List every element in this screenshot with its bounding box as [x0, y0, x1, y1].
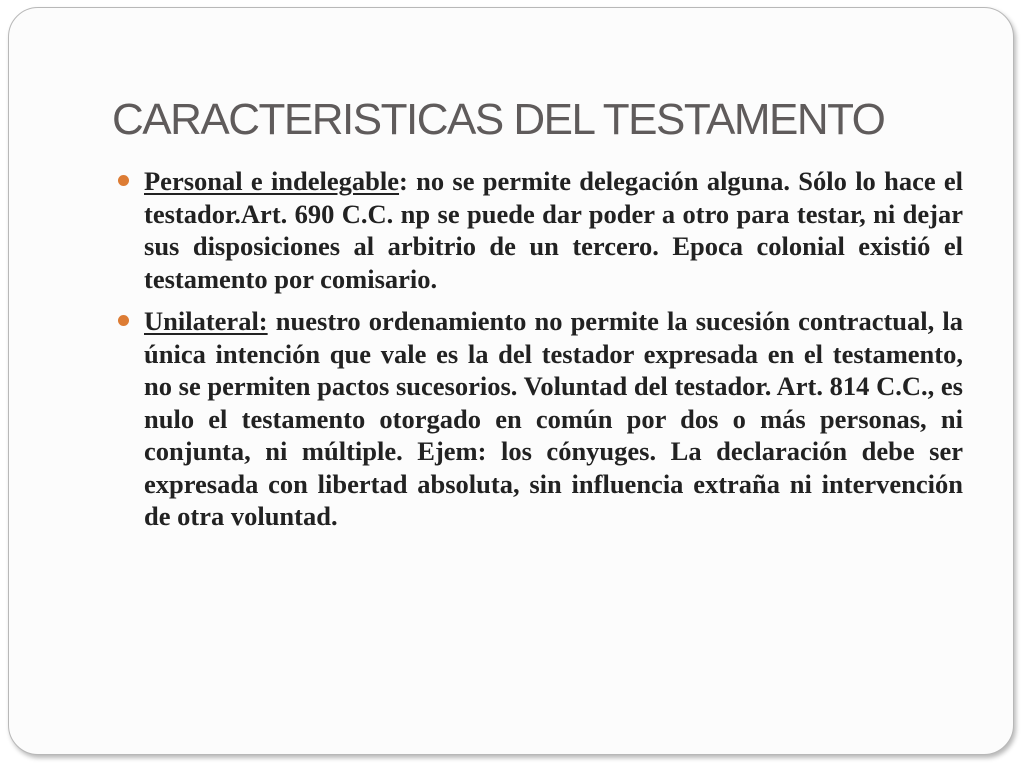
- bullet-text: nuestro ordenamiento no permite la sucesión contractual, la única intención que vale es la del testador expresada en el testamento, no se permiten pactos sucesorios. Voluntad del testador. Art. 814 C.C., es nulo el testamento otorgado en común por dos o más personas, ni conjunta, ni múltiple. Ejem: los cónyuges. La declaración debe ser expresada con libertad absoluta, sin influencia extraña ni intervención de otra voluntad.: [144, 306, 963, 531]
- bullet-term: Personal e indelegable: [144, 166, 400, 196]
- bullet-icon: [118, 175, 129, 186]
- slide-title: CARACTERISTICAS DEL TESTAMENTO: [112, 95, 885, 144]
- bullet-text: no se permite delegación alguna. Sólo lo hace el testador.Art. 690 C.C. np se puede dar poder a otro para testar, ni dejar sus disposiciones al arbitrio de un tercero. Epoca colonial existió el testamento por comisario.: [144, 166, 963, 294]
- bullet-term-separator: :: [399, 166, 408, 196]
- bullet-term: Unilateral:: [144, 306, 268, 336]
- bullet-item-personal: [112, 165, 963, 295]
- bullet-list: [112, 165, 963, 543]
- bullet-icon: [118, 315, 129, 326]
- bullet-item-unilateral: [112, 305, 963, 533]
